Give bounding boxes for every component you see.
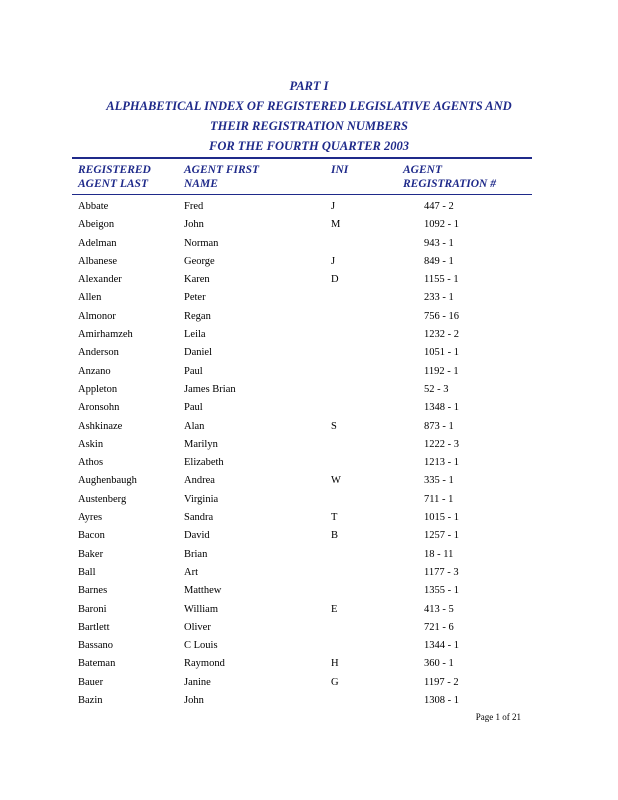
agent-first-name: William <box>184 603 218 615</box>
agent-last-name: Anderson <box>78 347 119 359</box>
table-row <box>0 401 618 419</box>
agent-last-name: Bazin <box>78 695 103 707</box>
table-row <box>0 255 618 273</box>
agent-first-name: Elizabeth <box>184 457 224 469</box>
agent-last-name: Aronsohn <box>78 402 120 414</box>
agent-registration-number: 1355 - 1 <box>424 585 459 597</box>
agent-last-name: Aughenbaugh <box>78 475 137 487</box>
agent-first-name: Raymond <box>184 658 225 670</box>
agent-registration-number: 873 - 1 <box>424 420 454 432</box>
table-row <box>0 511 618 529</box>
agent-initial: H <box>331 658 339 670</box>
agent-first-name: John <box>184 695 204 707</box>
agent-last-name: Almonor <box>78 310 116 322</box>
table-row <box>0 694 618 712</box>
agent-last-name: Barnes <box>78 585 108 597</box>
agent-registration-number: 1177 - 3 <box>424 566 459 578</box>
agent-first-name: Virginia <box>184 493 219 505</box>
agent-registration-number: 1015 - 1 <box>424 512 459 524</box>
agent-last-name: Ayres <box>78 512 103 524</box>
table-row <box>0 657 618 675</box>
agent-last-name: Ball <box>78 566 96 578</box>
agent-last-name: Bateman <box>78 658 116 670</box>
agent-first-name: Janine <box>184 676 211 688</box>
agent-registration-number: 1197 - 2 <box>424 676 459 688</box>
agent-registration-number: 413 - 5 <box>424 603 454 615</box>
agent-first-name: Sandra <box>184 512 214 524</box>
agent-registration-number: 849 - 1 <box>424 255 454 267</box>
agent-first-name: Norman <box>184 237 219 249</box>
agent-last-name: Albanese <box>78 255 118 267</box>
column-header-registration: AGENT REGISTRATION # <box>403 164 496 190</box>
agent-table-body <box>0 200 618 712</box>
agent-registration-number: 1348 - 1 <box>424 402 459 414</box>
table-row <box>0 529 618 547</box>
agent-registration-number: 335 - 1 <box>424 475 454 487</box>
table-row <box>0 200 618 218</box>
table-row <box>0 310 618 328</box>
table-row <box>0 328 618 346</box>
title-part: PART I <box>289 79 329 93</box>
agent-first-name: Alan <box>184 420 205 432</box>
agent-last-name: Baroni <box>78 603 107 615</box>
agent-registration-number: 1213 - 1 <box>424 457 459 469</box>
table-row <box>0 346 618 364</box>
agent-first-name: John <box>184 219 204 231</box>
agent-registration-number: 1232 - 2 <box>424 329 459 341</box>
agent-initial: G <box>331 676 339 688</box>
agent-last-name: Allen <box>78 292 102 304</box>
agent-first-name: James Brian <box>184 383 236 395</box>
column-header-first-name: AGENT FIRST NAME <box>184 164 260 190</box>
agent-last-name: Abbate <box>78 201 109 212</box>
table-row <box>0 584 618 602</box>
agent-last-name: Bauer <box>78 676 104 688</box>
table-row <box>0 621 618 639</box>
table-row <box>0 566 618 584</box>
document-title <box>0 76 618 156</box>
table-row <box>0 548 618 566</box>
agent-last-name: Adelman <box>78 237 117 249</box>
table-row <box>0 291 618 309</box>
agent-first-name: Oliver <box>184 621 211 633</box>
agent-registration-number: 711 - 1 <box>424 493 454 505</box>
agent-registration-number: 943 - 1 <box>424 237 454 249</box>
agent-first-name: Karen <box>184 274 210 286</box>
agent-registration-number: 1308 - 1 <box>424 695 459 707</box>
agent-registration-number: 1344 - 1 <box>424 640 459 652</box>
agent-initial: J <box>331 255 336 267</box>
agent-last-name: Anzano <box>78 365 111 377</box>
agent-initial: M <box>331 219 341 231</box>
agent-initial: S <box>331 420 337 432</box>
table-row <box>0 676 618 694</box>
agent-registration-number: 360 - 1 <box>424 658 454 670</box>
agent-first-name: Brian <box>184 548 208 560</box>
agent-last-name: Austenberg <box>78 493 127 505</box>
agent-last-name: Askin <box>78 438 104 450</box>
agent-first-name: Marilyn <box>184 438 218 450</box>
table-row <box>0 218 618 236</box>
agent-first-name: Fred <box>184 201 204 212</box>
agent-first-name: Paul <box>184 402 203 414</box>
table-row <box>0 365 618 383</box>
agent-last-name: Bacon <box>78 530 105 542</box>
agent-last-name: Abeigon <box>78 219 115 231</box>
agent-first-name: George <box>184 255 215 267</box>
agent-first-name: Art <box>184 566 198 578</box>
table-row <box>0 237 618 255</box>
agent-last-name: Bassano <box>78 640 113 652</box>
agent-last-name: Appleton <box>78 383 118 395</box>
table-row <box>0 420 618 438</box>
agent-registration-number: 1092 - 1 <box>424 219 459 231</box>
column-header-initial: INI <box>331 164 349 176</box>
agent-first-name: Daniel <box>184 347 212 359</box>
agent-registration-number: 52 - 3 <box>424 383 449 395</box>
table-row <box>0 639 618 657</box>
agent-initial: W <box>331 475 341 487</box>
table-row <box>0 456 618 474</box>
header-bottom-rule <box>72 194 532 195</box>
agent-registration-number: 1192 - 1 <box>424 365 459 377</box>
agent-registration-number: 233 - 1 <box>424 292 454 304</box>
agent-first-name: Peter <box>184 292 206 304</box>
agent-first-name: C Louis <box>184 640 218 652</box>
agent-last-name: Amirhamzeh <box>78 329 133 341</box>
title-line-3: FOR THE FOURTH QUARTER 2003 <box>208 139 410 153</box>
table-row <box>0 493 618 511</box>
table-row <box>0 438 618 456</box>
agent-registration-number: 721 - 6 <box>424 621 454 633</box>
agent-first-name: Regan <box>184 310 211 322</box>
agent-last-name: Ashkinaze <box>78 420 123 432</box>
table-row <box>0 603 618 621</box>
agent-registration-number: 756 - 16 <box>424 310 459 322</box>
agent-registration-number: 1222 - 3 <box>424 438 459 450</box>
agent-initial: D <box>331 274 339 286</box>
table-row <box>0 474 618 492</box>
agent-registration-number: 1155 - 1 <box>424 274 459 286</box>
title-line-1: ALPHABETICAL INDEX OF REGISTERED LEGISLATIVE AGENTS AND <box>106 99 512 113</box>
agent-last-name: Alexander <box>78 274 122 286</box>
table-row <box>0 273 618 291</box>
agent-last-name: Athos <box>78 457 104 469</box>
column-header-last-name: REGISTERED AGENT LAST <box>78 164 151 190</box>
table-row <box>0 383 618 401</box>
agent-registration-number: 447 - 2 <box>424 201 454 212</box>
agent-last-name: Bartlett <box>78 621 110 633</box>
agent-registration-number: 1051 - 1 <box>424 347 459 359</box>
agent-registration-number: 1257 - 1 <box>424 530 459 542</box>
agent-first-name: David <box>184 530 210 542</box>
agent-first-name: Matthew <box>184 585 222 597</box>
header-top-rule <box>72 157 532 159</box>
agent-first-name: Paul <box>184 365 203 377</box>
agent-registration-number: 18 - 11 <box>424 548 454 560</box>
page-number: Page 1 of 21 <box>475 712 521 722</box>
agent-first-name: Andrea <box>184 475 215 487</box>
agent-initial: B <box>331 530 339 542</box>
agent-initial: J <box>331 201 336 212</box>
agent-initial: E <box>331 603 338 615</box>
agent-initial: T <box>331 512 338 524</box>
agent-last-name: Baker <box>78 548 104 560</box>
agent-first-name: Leila <box>184 329 206 341</box>
title-line-2: THEIR REGISTRATION NUMBERS <box>210 119 408 133</box>
